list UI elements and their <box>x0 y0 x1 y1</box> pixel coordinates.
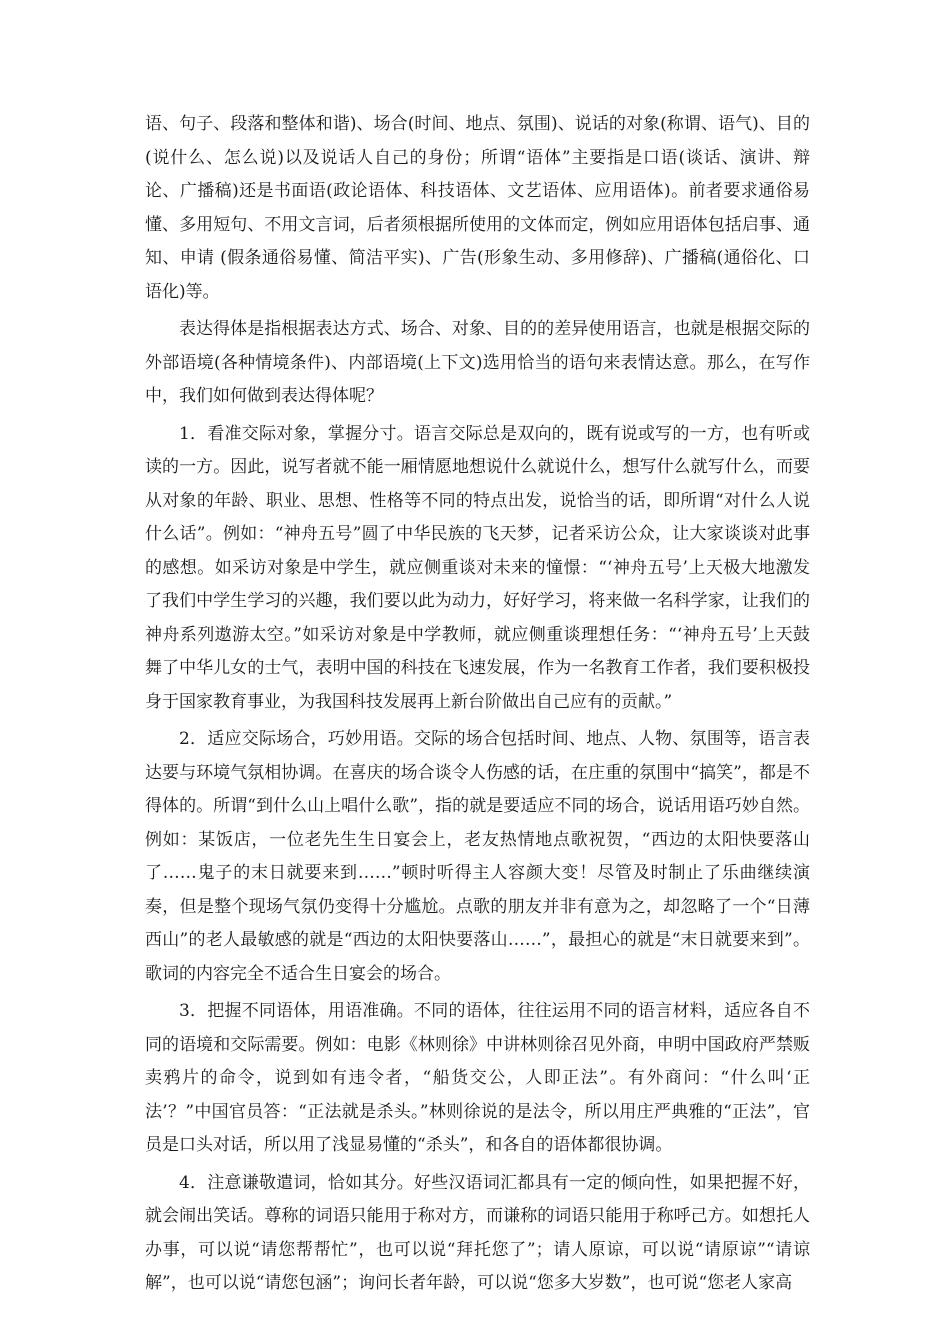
document-body <box>145 108 810 1305</box>
paragraph-definition: 表达得体是指根据表达方式、场合、对象、目的的差异使用语言，也就是根据交际的外部语境(各种情境条件)、内部语境(上下文)选用恰当的语句来表情达意。那么，在写作中，我们如何做到表达得体呢？ <box>145 319 810 406</box>
paragraph-point-4: 4．注意谦敬遣词，恰如其分。好些汉语词汇都具有一定的倾向性，如果把握不好，就会闹出笑话。尊称的词语只能用于称对方，而谦称的词语只能用于称呼己方。如想托人办事，可以说“请您帮帮忙”，也可以说“拜托您了”；请人原谅，可以说“请原谅”“请谅解”，也可以说“请您包涵”；询问长者年龄，可以说“您多大岁数”，也可说“您老人家高 <box>145 1172 810 1293</box>
paragraph-continuation: 语、句子、段落和整体和谐)、场合(时间、地点、氛围)、说话的对象(称谓、语气)、目的(说什么、怎么说)以及说话人自己的身份；所谓“语体”主要指是口语(谈话、演讲、辩论、广播稿)还是书面语(政论语体、科技语体、文艺语体、应用语体)。前者要求通俗易懂、多用短句、不用文言词，后者须根据所使用的文体而定，例如应用语体包括启事、通知、申请 (假条通俗易懂、简洁平实)、广告(形象生动、多用修辞)、广播稿(通俗化、口语化)等。 <box>145 114 810 302</box>
paragraph-point-3: 3．把握不同语体，用语准确。不同的语体，往往运用不同的语言材料，适应各自不同的语境和交际需要。例如：电影《林则徐》中讲林则徐召见外商，申明中国政府严禁贩卖鸦片的命令，说到如有违令者，“船货交公，人即正法”。有外商问：“什么叫‘正法’？”中国官员答：“正法就是杀头。”林则徐说的是法令，所以用庄严典雅的“正法”，官员是口头对话，所以用了浅显易懂的“杀头”，和各自的语体都很协调。 <box>145 1001 810 1155</box>
paragraph-point-2: 2．适应交际场合，巧妙用语。交际的场合包括时间、地点、人物、氛围等，语言表达要与环境气氛相协调。在喜庆的场合谈令人伤感的话，在庄重的氛围中“搞笑”，都是不得体的。所谓“到什么山上唱什么歌”，指的就是要适应不同的场合，说话用语巧妙自然。例如：某饭店，一位老先生生日宴会上，老友热情地点歌祝贺，“西边的太阳快要落山了……鬼子的末日就要来到……”顿时听得主人容颜大变！尽管及时制止了乐曲继续演奏，但是整个现场气氛仍变得十分尴尬。点歌的朋友并非有意为之，却忽略了一个“日薄西山”的老人最敏感的就是“西边的太阳快要落山……”，最担心的就是“末日就要来到”。歌词的内容完全不适合生日宴会的场合。 <box>145 729 810 984</box>
paragraph-point-1: 1．看准交际对象，掌握分寸。语言交际总是双向的，既有说或写的一方，也有听或读的一方。因此，说写者就不能一厢情愿地想说什么就说什么，想写什么就写什么，而要从对象的年龄、职业、思想、性格等不同的特点出发，说恰当的话，即所谓“对什么人说什么话”。例如：“神舟五号”圆了中华民族的飞天梦，记者采访公众，让大家谈谈对此事的感想。如采访对象是中学生，就应侧重谈对未来的憧憬：“‘神舟五号’上天极大地激发了我们中学生学习的兴趣，我们要以此为动力，好好学习，将来做一名科学家，让我们的神舟系列遨游太空。”如采访对象是中学教师，就应侧重谈理想任务：“‘神舟五号’上天鼓舞了中华儿女的士气，表明中国的科技在飞速发展，作为一名教育工作者，我们要积极投身于国家教育事业，为我国科技发展再上新台阶做出自己应有的贡献。” <box>145 423 810 712</box>
